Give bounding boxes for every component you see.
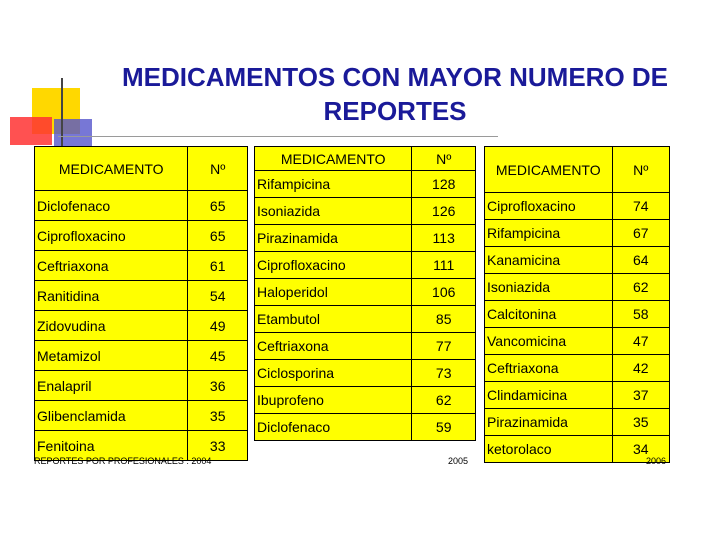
- table-row: [485, 247, 670, 274]
- table-2004: [34, 146, 248, 461]
- drug-name: Kanamicina: [485, 247, 613, 274]
- report-count: 111: [412, 252, 476, 279]
- drug-name: Etambutol: [255, 306, 412, 333]
- header-count: Nº: [612, 147, 669, 193]
- header-medicamento: MEDICAMENTO: [485, 147, 613, 193]
- table-2005: [254, 146, 476, 441]
- table-row: [485, 436, 670, 463]
- footer-2005: 2005: [448, 456, 469, 466]
- drug-name: Calcitonina: [485, 301, 613, 328]
- drug-name: Isoniazida: [485, 274, 613, 301]
- table-row: [485, 328, 670, 355]
- report-count: 37: [612, 382, 669, 409]
- drug-name: Ciclosporina: [255, 360, 412, 387]
- drug-name: Haloperidol: [255, 279, 412, 306]
- header-medicamento: MEDICAMENTO: [255, 147, 412, 171]
- report-count: 128: [412, 171, 476, 198]
- report-count: 106: [412, 279, 476, 306]
- drug-name: Glibenclamida: [35, 401, 188, 431]
- drug-name: Metamizol: [35, 341, 188, 371]
- drug-name: Vancomicina: [485, 328, 613, 355]
- table-row: [255, 252, 476, 279]
- table-row: [255, 171, 476, 198]
- drug-name: Ibuprofeno: [255, 387, 412, 414]
- drug-name: Zidovudina: [35, 311, 188, 341]
- drug-name: ketorolaco: [485, 436, 613, 463]
- title-underline: [58, 136, 498, 137]
- drug-name: Ceftriaxona: [35, 251, 188, 281]
- table-row: [255, 387, 476, 414]
- report-count: 73: [412, 360, 476, 387]
- title-line-1: MEDICAMENTOS CON MAYOR NUMERO DE: [121, 62, 669, 92]
- header-medicamento: MEDICAMENTO: [35, 147, 188, 191]
- table-row: [485, 220, 670, 247]
- report-count: 74: [612, 193, 669, 220]
- table-row: [35, 401, 248, 431]
- header-count: Nº: [188, 147, 248, 191]
- report-count: 35: [188, 401, 248, 431]
- table-row: [35, 221, 248, 251]
- report-count: 36: [188, 371, 248, 401]
- report-count: 77: [412, 333, 476, 360]
- table-row: [255, 279, 476, 306]
- footer-2006: 2006: [646, 456, 667, 466]
- drug-name: Ciprofloxacino: [255, 252, 412, 279]
- page-title: [90, 60, 700, 128]
- drug-name: Ranitidina: [35, 281, 188, 311]
- report-count: 126: [412, 198, 476, 225]
- table-row: [255, 225, 476, 252]
- table-row: [35, 341, 248, 371]
- table-2006: [484, 146, 670, 463]
- report-count: 35: [612, 409, 669, 436]
- table-row: [255, 360, 476, 387]
- report-count: 65: [188, 221, 248, 251]
- report-count: 62: [612, 274, 669, 301]
- table-row: [485, 301, 670, 328]
- drug-name: Ciprofloxacino: [485, 193, 613, 220]
- report-count: 59: [412, 414, 476, 441]
- report-count: 54: [188, 281, 248, 311]
- report-count: 85: [412, 306, 476, 333]
- table-row: [35, 371, 248, 401]
- drug-name: Pirazinamida: [255, 225, 412, 252]
- report-count: 42: [612, 355, 669, 382]
- table-row: [485, 409, 670, 436]
- report-count: 61: [188, 251, 248, 281]
- table-row: [485, 193, 670, 220]
- table-row: [35, 281, 248, 311]
- table-row: [255, 306, 476, 333]
- drug-name: Ceftriaxona: [255, 333, 412, 360]
- drug-name: Rifampicina: [485, 220, 613, 247]
- report-count: 64: [612, 247, 669, 274]
- report-count: 49: [188, 311, 248, 341]
- table-row: [35, 251, 248, 281]
- table-row: [255, 414, 476, 441]
- report-count: 67: [612, 220, 669, 247]
- drug-name: Fenitoina: [35, 431, 188, 461]
- table-row: [485, 355, 670, 382]
- drug-name: Diclofenaco: [35, 191, 188, 221]
- report-count: 34: [612, 436, 669, 463]
- report-count: 62: [412, 387, 476, 414]
- report-count: 113: [412, 225, 476, 252]
- drug-name: Diclofenaco: [255, 414, 412, 441]
- table-row: [255, 333, 476, 360]
- deco-red-square: [10, 117, 52, 145]
- table-row: [485, 382, 670, 409]
- report-count: 47: [612, 328, 669, 355]
- table-row: [255, 198, 476, 225]
- report-count: 58: [612, 301, 669, 328]
- drug-name: Rifampicina: [255, 171, 412, 198]
- report-count: 65: [188, 191, 248, 221]
- drug-name: Clindamicina: [485, 382, 613, 409]
- table-row: [485, 274, 670, 301]
- drug-name: Pirazinamida: [485, 409, 613, 436]
- report-count: 33: [188, 431, 248, 461]
- footer-2004: REPORTES POR PROFESIONALES : 2004: [34, 456, 212, 466]
- table-row: [35, 311, 248, 341]
- title-line-2: REPORTES: [323, 96, 467, 126]
- table-row: [35, 191, 248, 221]
- drug-name: Isoniazida: [255, 198, 412, 225]
- report-count: 45: [188, 341, 248, 371]
- drug-name: Enalapril: [35, 371, 188, 401]
- header-count: Nº: [412, 147, 476, 171]
- drug-name: Ceftriaxona: [485, 355, 613, 382]
- drug-name: Ciprofloxacino: [35, 221, 188, 251]
- deco-blue-square: [54, 119, 92, 149]
